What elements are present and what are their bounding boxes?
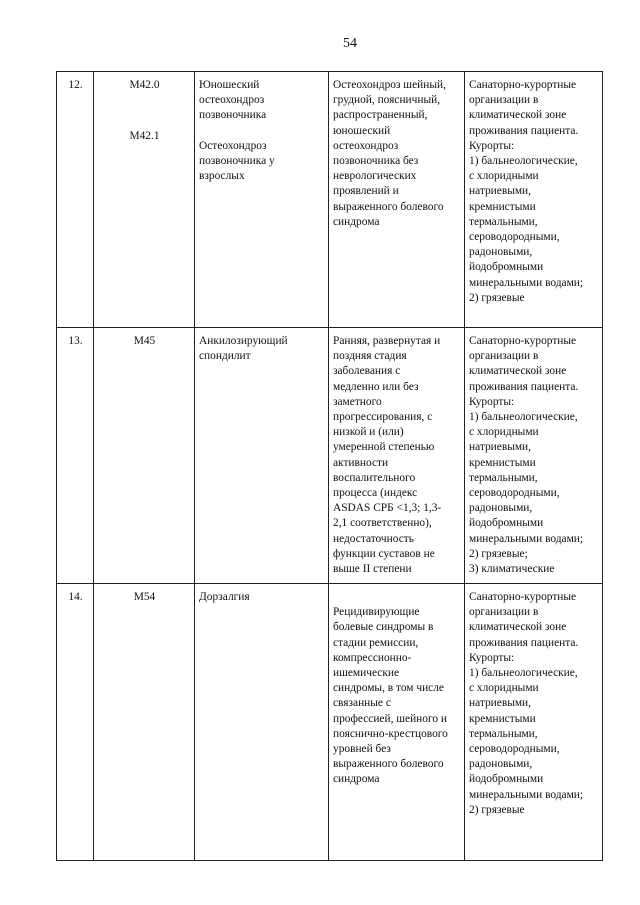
disease-name-line: Анкилозирующий	[199, 335, 288, 347]
condition-line: юношеский	[333, 124, 391, 137]
table-body	[57, 72, 603, 861]
condition-line: выше II степени	[333, 563, 412, 576]
resort-line: 1) бальнеологические,	[469, 667, 578, 680]
condition-line: прогрессирования, с	[333, 411, 433, 424]
resort-line: кремнистыми	[469, 200, 536, 213]
resort-line: проживания пациента.	[469, 636, 579, 649]
resort-line: термальными,	[469, 471, 538, 484]
resort-line: кремнистыми	[469, 712, 536, 725]
condition-line: Остеохондроз шейный,	[333, 79, 446, 91]
resort-line: 3) климатические	[469, 563, 555, 576]
condition-line: позвоночника без	[333, 155, 419, 168]
disease-name-line: позвоночника у	[199, 154, 275, 167]
condition-line: медленно или без	[333, 380, 419, 393]
resort-line: Санаторно-курортные	[469, 335, 577, 347]
resort-cell	[465, 328, 603, 584]
condition-line: процесса (индекс	[333, 487, 418, 500]
condition-line: остеохондроз	[333, 139, 399, 152]
resort-line: проживания пациента.	[469, 380, 579, 393]
condition-line: компрессионно-	[333, 651, 412, 664]
resort-line: сероводородными,	[469, 743, 560, 756]
resort-line: климатической зоне	[469, 365, 567, 378]
row-number: 14.	[57, 584, 94, 861]
condition-line: болевые синдромы в	[333, 621, 434, 634]
condition-line: синдрома	[333, 215, 380, 228]
condition-line: неврологических	[333, 170, 417, 183]
condition-line: выраженного болевого	[333, 200, 444, 213]
condition-line: синдромы, в том числе	[333, 682, 444, 695]
condition-line	[333, 590, 461, 605]
row-number: 13.	[57, 328, 94, 584]
disease-name-line: позвоночника	[199, 109, 267, 122]
resort-line: 1) бальнеологические,	[469, 155, 578, 168]
resort-line: натриевыми,	[469, 441, 532, 454]
resort-line: йодобромными	[469, 773, 544, 786]
resort-line: с хлоридными	[469, 682, 539, 695]
condition-line: функции суставов не	[333, 547, 435, 560]
icd-code-cell	[94, 584, 195, 861]
resort-line: радоновыми,	[469, 502, 533, 515]
condition-line: заболевания с	[333, 365, 401, 378]
condition-line: Ранняя, развернутая и	[333, 335, 441, 347]
resort-line: натриевыми,	[469, 697, 532, 710]
resort-cell	[465, 584, 603, 861]
resort-line: организации в	[469, 350, 539, 363]
condition-line: уровней без	[333, 743, 391, 756]
resort-line: минеральными водами;	[469, 276, 584, 289]
condition-line: связанные с	[333, 697, 391, 710]
resort-line: Курорты:	[469, 395, 515, 408]
condition-line: профессией, шейного и	[333, 712, 448, 725]
disease-name-line: Дорзалгия	[199, 591, 250, 603]
row-number: 12.	[57, 72, 94, 328]
resort-line: 2) грязевые	[469, 803, 525, 816]
treatment-table	[56, 71, 603, 861]
resort-line: радоновыми,	[469, 758, 533, 771]
resort-line: климатической зоне	[469, 109, 567, 122]
condition-line: Рецидивирующие	[333, 606, 420, 619]
resort-line: натриевыми,	[469, 185, 532, 198]
icd-code-cell	[94, 328, 195, 584]
condition-cell	[329, 328, 465, 584]
icd-code: M45	[133, 335, 156, 347]
condition-line: ASDAS СРБ <1,3; 1,3-	[333, 502, 442, 515]
condition-line: грудной, поясничный,	[333, 94, 441, 107]
disease-name-line: остеохондроз	[199, 94, 265, 107]
condition-line: недостаточность	[333, 532, 414, 545]
disease-name-line: Остеохондроз	[199, 139, 267, 152]
icd-code: M42.1	[129, 130, 160, 143]
resort-line: Санаторно-курортные	[469, 591, 577, 603]
icd-code-cell	[94, 72, 195, 328]
resort-line: Санаторно-курортные	[469, 79, 577, 91]
resort-line: организации в	[469, 606, 539, 619]
condition-line: умеренной степенью	[333, 441, 435, 454]
condition-line: 2,1 соответственно),	[333, 517, 432, 530]
resort-line: 1) бальнеологические,	[469, 411, 578, 424]
resort-line: термальными,	[469, 215, 538, 228]
resort-line: Курорты:	[469, 139, 515, 152]
condition-line: пояснично-крестцового	[333, 727, 448, 740]
resort-line: кремнистыми	[469, 456, 536, 469]
resort-line: 2) грязевые	[469, 291, 525, 304]
disease-name-line: спондилит	[199, 350, 251, 363]
disease-name-cell	[195, 328, 329, 584]
condition-line: низкой и (или)	[333, 426, 404, 439]
resort-line: Курорты:	[469, 651, 515, 664]
condition-line: синдрома	[333, 773, 380, 786]
resort-line: климатической зоне	[469, 621, 567, 634]
condition-line: проявлений и	[333, 185, 399, 198]
resort-line: с хлоридными	[469, 170, 539, 183]
condition-line: выраженного болевого	[333, 758, 444, 771]
resort-line: 2) грязевые;	[469, 547, 528, 560]
resort-line: сероводородными,	[469, 487, 560, 500]
resort-line: сероводородными,	[469, 231, 560, 244]
condition-line: активности	[333, 456, 389, 469]
icd-code: M54	[133, 591, 156, 603]
page-number: 54	[343, 36, 357, 51]
condition-line: поздняя стадия	[333, 350, 407, 363]
condition-line: воспалительного	[333, 471, 416, 484]
condition-line: стадии ремиссии,	[333, 636, 419, 649]
condition-line: распространенный,	[333, 109, 428, 122]
disease-name-cell	[195, 584, 329, 861]
resort-cell	[465, 72, 603, 328]
table-row	[57, 328, 603, 584]
table-row	[57, 72, 603, 328]
resort-line: радоновыми,	[469, 246, 533, 259]
resort-line: термальными,	[469, 727, 538, 740]
icd-code: M42.0	[129, 79, 160, 91]
condition-line: заметного	[333, 395, 382, 408]
resort-line: организации в	[469, 94, 539, 107]
resort-line: минеральными водами;	[469, 788, 584, 801]
resort-line: с хлоридными	[469, 426, 539, 439]
disease-name-line: Юношеский	[199, 79, 260, 91]
condition-cell	[329, 584, 465, 861]
disease-name-line: взрослых	[199, 170, 245, 183]
resort-line: проживания пациента.	[469, 124, 579, 137]
condition-line: ишемические	[333, 667, 400, 680]
resort-line: йодобромными	[469, 517, 544, 530]
table-row	[57, 584, 603, 861]
resort-line: минеральными водами;	[469, 532, 584, 545]
resort-line: йодобромными	[469, 261, 544, 274]
condition-cell	[329, 72, 465, 328]
disease-name-cell	[195, 72, 329, 328]
